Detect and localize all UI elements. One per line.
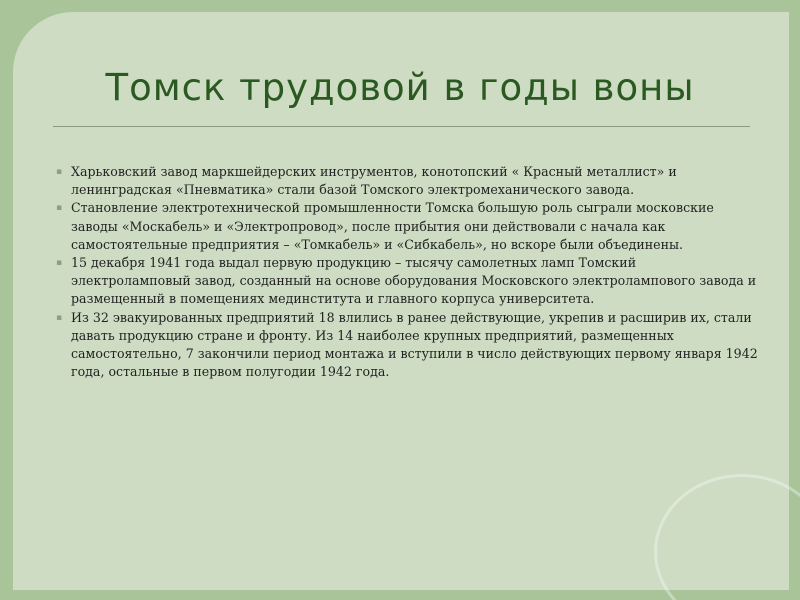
bullet-item (53, 254, 758, 309)
diamond-bullet-icon: ▪ (56, 167, 63, 177)
bullet-item (53, 309, 758, 382)
diamond-bullet-icon: ▪ (56, 203, 63, 214)
bullet-item (53, 163, 758, 199)
bullet-text: Харьковский завод маркшейдерских инструментов, конотопский « Красный металлист» и ленинградская «Пневматика» стали базой Томского электромеханического завода. (71, 164, 677, 198)
bullet-text: Становление электротехнической промышленности Томска большую роль сыграли московские заводы «Москабель» и «Электропровод», после прибытия они действовали с начала как самостоятельные предприятия – «Томкабель» и «Сибкабель», но вскоре были объединены. (71, 200, 714, 252)
slide-body (53, 163, 758, 381)
bullet-item (53, 199, 758, 254)
bullet-list (53, 163, 758, 381)
slide-title: Томск трудовой в годы воны (105, 66, 695, 109)
diamond-bullet-icon: ▪ (56, 258, 63, 269)
bullet-text: 15 декабря 1941 года выдал первую продукцию – тысячу самолетных ламп Томский электроламповый завод, созданный на основе оборудования Московского электролампового завода и размещенный в помещениях мединститута и главного корпуса университета. (71, 255, 757, 307)
diamond-bullet-icon: ▪ (56, 312, 63, 323)
title-divider (53, 126, 750, 127)
bullet-text: Из 32 эвакуированных предприятий 18 влились в ранее действующие, укрепив и расширив их, стали давать продукцию стране и фронту. Из 14 наиболее крупных предприятий, размещенных самостоятельно, 7 закончили период монтажа и вступили в число действующих первому января 1942 года, остальные в первом полугодии 1942 года. (71, 309, 758, 380)
